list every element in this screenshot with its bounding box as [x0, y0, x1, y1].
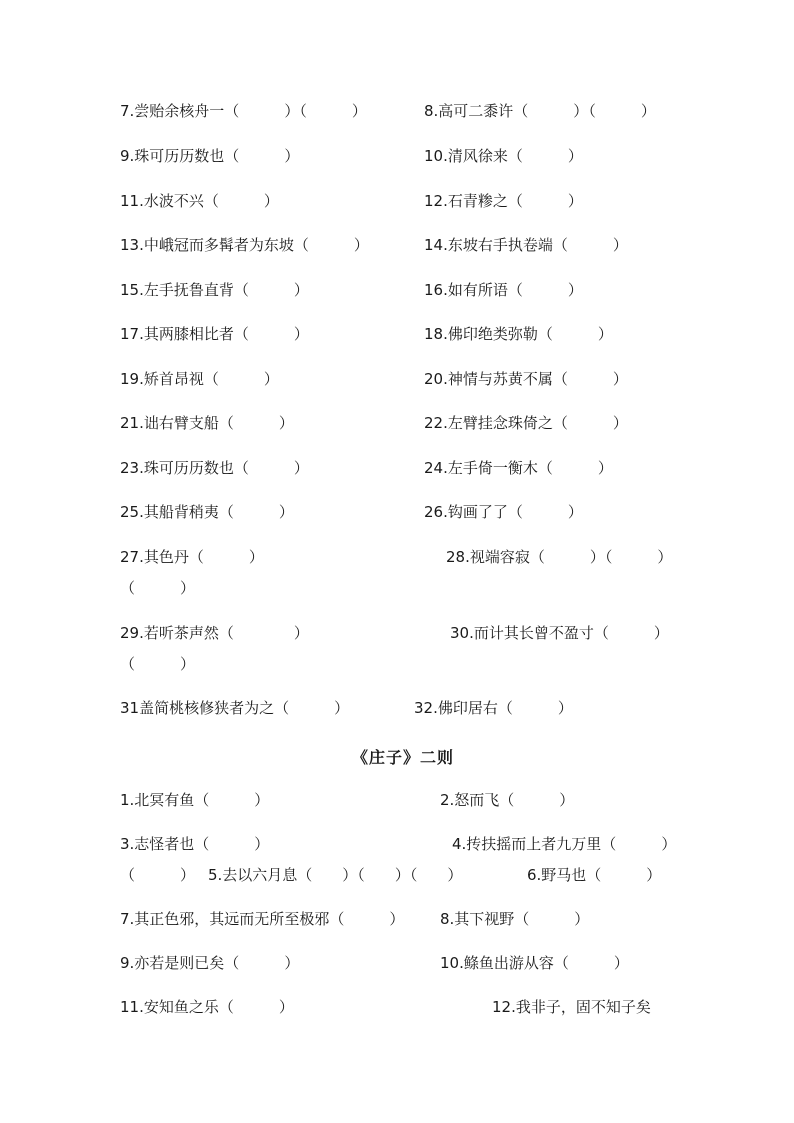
question-item: 17.其两膝相比者（ ） — [120, 325, 309, 343]
question-item: 20.神情与苏黄不属（ ） — [424, 370, 628, 388]
question-item: 4.抟扶摇而上者九万里（ ） — [452, 835, 677, 853]
question-item: 5.去以六月息（ ）（ ）（ ） — [208, 866, 463, 884]
question-item: 25.其船背稍夷（ ） — [120, 503, 294, 521]
question-item: （ ） — [120, 655, 196, 673]
question-item: 21.诎右臂支船（ ） — [120, 414, 294, 432]
question-item: （ ） — [120, 579, 196, 597]
question-item: 14.东坡右手执卷端（ ） — [424, 236, 628, 254]
question-item: 28.视端容寂（ ）（ ） — [446, 548, 673, 566]
question-item: 8.其下视野（ ） — [440, 910, 590, 928]
question-item: 16.如有所语（ ） — [424, 281, 583, 299]
question-item: 2.怒而飞（ ） — [440, 791, 575, 809]
section-title: 《庄子》二则 — [352, 748, 455, 767]
question-item: 12.石青糁之（ ） — [424, 192, 583, 210]
question-item: 24.左手倚一衡木（ ） — [424, 459, 613, 477]
question-item: 7.尝贻余核舟一（ ）（ ） — [120, 102, 367, 120]
question-item: 13.中峨冠而多髯者为东坡（ ） — [120, 236, 369, 254]
question-item: 12.我非子，固不知子矣 — [492, 998, 651, 1016]
question-item: 23.珠可历历数也（ ） — [120, 459, 309, 477]
question-item: 30.而计其长曾不盈寸（ ） — [450, 624, 669, 642]
question-item: 8.高可二黍许（ ）（ ） — [424, 102, 656, 120]
question-item: 7.其正色邪，其远而无所至极邪（ ） — [120, 910, 405, 928]
question-item: 18.佛印绝类弥勒（ ） — [424, 325, 613, 343]
question-item: 9.珠可历历数也（ ） — [120, 147, 300, 165]
question-item: 29.若听茶声然（ ） — [120, 624, 309, 642]
question-item: 15.左手抚鲁直背（ ） — [120, 281, 309, 299]
question-item: 10.鲦鱼出游从容（ ） — [440, 954, 629, 972]
question-item: 26.钩画了了（ ） — [424, 503, 583, 521]
question-item: 3.志怪者也（ ） — [120, 835, 270, 853]
question-item: 19.矫首昂视（ ） — [120, 370, 279, 388]
question-item: （ ） — [120, 866, 196, 884]
question-item: 10.清风徐来（ ） — [424, 147, 583, 165]
question-item: 1.北冥有鱼（ ） — [120, 791, 270, 809]
question-item: 11.安知鱼之乐（ ） — [120, 998, 294, 1016]
question-item: 31盖简桃核修狭者为之（ ） — [120, 699, 350, 717]
question-item: 6.野马也（ ） — [527, 866, 662, 884]
question-item: 11.水波不兴（ ） — [120, 192, 279, 210]
question-item: 22.左臂挂念珠倚之（ ） — [424, 414, 628, 432]
question-item: 27.其色丹（ ） — [120, 548, 264, 566]
question-item: 32.佛印居右（ ） — [414, 699, 573, 717]
question-item: 9.亦若是则已矣（ ） — [120, 954, 300, 972]
